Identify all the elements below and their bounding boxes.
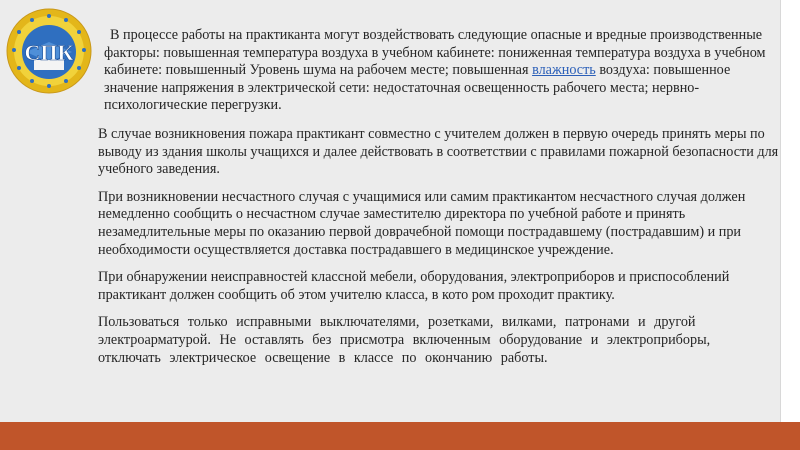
paragraph-electrical: Пользоваться только исправными выключателями, розетками, вилками, патронами и другой электроарматурой. Не оставлять без присмотра включенным оборудование и электроприборы, отключать электрическое освещение в классе по окончанию работы.: [98, 314, 711, 366]
paragraph-accident: При возникновении несчастного случая с учащимися или самим практикантом несчастного случая должен немедленно сообщить о несчастном случае заместителю директора по учебной работе и принять незамедлительные меры по оказанию первой доврачебной помощи пострадавшему (пострадавшим) и при необходимости осуществляется доставка пострадавшего в медицинское учреждение.: [98, 188, 746, 258]
bottom-accent-bar: [0, 422, 800, 450]
paragraph-fire: В случае возникновения пожара практикант совместно с учителем должен в первую очередь принять меры по выводу из здания школы учащихся и далее действовать в соответствии с правилами пожарной безопасности для учебного заведения.: [98, 125, 779, 178]
paragraph-malfunctions: При обнаружении неисправностей классной мебели, оборудования, электроприборов и приспособлений практикант должен сообщить об этом учителю класса, в кото ром проходит практику.: [98, 269, 730, 303]
logo-text: СПК: [24, 40, 74, 65]
paragraph-hazards: [104, 27, 780, 115]
text-content: [98, 27, 780, 377]
humidity-link[interactable]: влажность: [532, 62, 596, 79]
right-margin-strip: [780, 0, 800, 422]
paragraph-hazards-text-after: воздуха: повышенное значение напряжения в электрической сети: недостаточная освещенность рабочего места; нервно-психологические перегрузки.: [104, 62, 731, 114]
college-logo: [6, 8, 92, 94]
paragraph-hazards-text-before: В процессе работы на практиканта могут воздействовать следующие опасные и вредные производственные факторы: повышенная температура воздуха в учебном кабинете: пониженная температура воздуха в учебном кабинете: повышенный Уровень шума на рабочем месте; повышенная: [104, 27, 766, 79]
